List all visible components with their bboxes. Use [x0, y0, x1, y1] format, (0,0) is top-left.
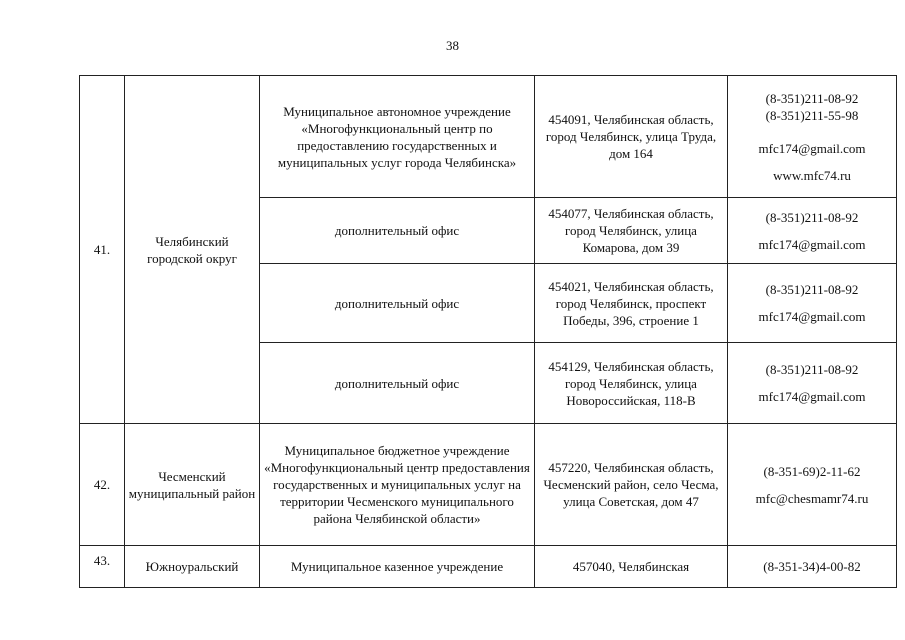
office-address: 454091, Челябинская область, город Челябинск, улица Труда, дом 164	[535, 76, 728, 198]
organization-name: дополнительный офис	[260, 198, 535, 264]
office-address: 454021, Челябинская область, город Челябинск, проспект Победы, 396, строение 1	[535, 264, 728, 343]
table-row	[80, 546, 897, 588]
organization-name: дополнительный офис	[260, 264, 535, 343]
email-address: mfc@chesmamr74.ru	[755, 490, 869, 506]
organization-name: Муниципальное автономное учреждение «Многофункциональный центр по предоставлению государственных и муниципальных услуг города Челябинска»	[260, 76, 535, 198]
mfc-registry-table	[79, 75, 897, 588]
office-contacts	[728, 76, 897, 198]
website-address: www.mfc74.ru	[773, 167, 851, 183]
organization-name: дополнительный офис	[260, 343, 535, 424]
phone-number: (8-351)211-08-92	[765, 90, 859, 106]
row-number: 43.	[80, 546, 125, 588]
organization-name: Муниципальное бюджетное учреждение «Многофункциональный центр предоставления государственных и муниципальных услуг на территории Чесменского муниципального района Челябинской области»	[260, 424, 535, 546]
email-address: mfc174@gmail.com	[758, 389, 866, 404]
organization-name: Муниципальное казенное учреждение	[260, 546, 535, 588]
email-address: mfc174@gmail.com	[758, 309, 866, 324]
office-contacts	[728, 424, 897, 546]
phone-number: (8-351)211-55-98	[765, 107, 859, 123]
office-contacts	[728, 546, 897, 588]
email-address: mfc174@gmail.com	[758, 236, 866, 252]
table-row	[80, 424, 897, 546]
office-contacts	[728, 343, 897, 424]
office-address: 457040, Челябинская	[535, 546, 728, 588]
email-address: mfc174@gmail.com	[758, 140, 866, 156]
municipality-name: Челябинский городской округ	[125, 76, 260, 424]
row-number: 41.	[80, 76, 125, 424]
phone-number: (8-351)211-08-92	[765, 209, 859, 225]
office-contacts	[728, 264, 897, 343]
office-address: 454077, Челябинская область, город Челябинск, улица Комарова, дом 39	[535, 198, 728, 264]
municipality-name: Южноуральский	[125, 546, 260, 588]
office-contacts	[728, 198, 897, 264]
table-row	[80, 76, 897, 198]
municipality-name: Чесменский муниципальный район	[125, 424, 260, 546]
phone-number: (8-351)211-08-92	[765, 282, 859, 297]
office-address: 454129, Челябинская область, город Челябинск, улица Новороссийская, 118-В	[535, 343, 728, 424]
office-address: 457220, Челябинская область, Чесменский район, село Чесма, улица Советская, дом 47	[535, 424, 728, 546]
phone-number: (8-351)211-08-92	[765, 362, 859, 377]
phone-number: (8-351-34)4-00-82	[763, 559, 861, 574]
row-number: 42.	[80, 424, 125, 546]
phone-number: (8-351-69)2-11-62	[763, 463, 861, 479]
page-number: 38	[446, 38, 459, 53]
